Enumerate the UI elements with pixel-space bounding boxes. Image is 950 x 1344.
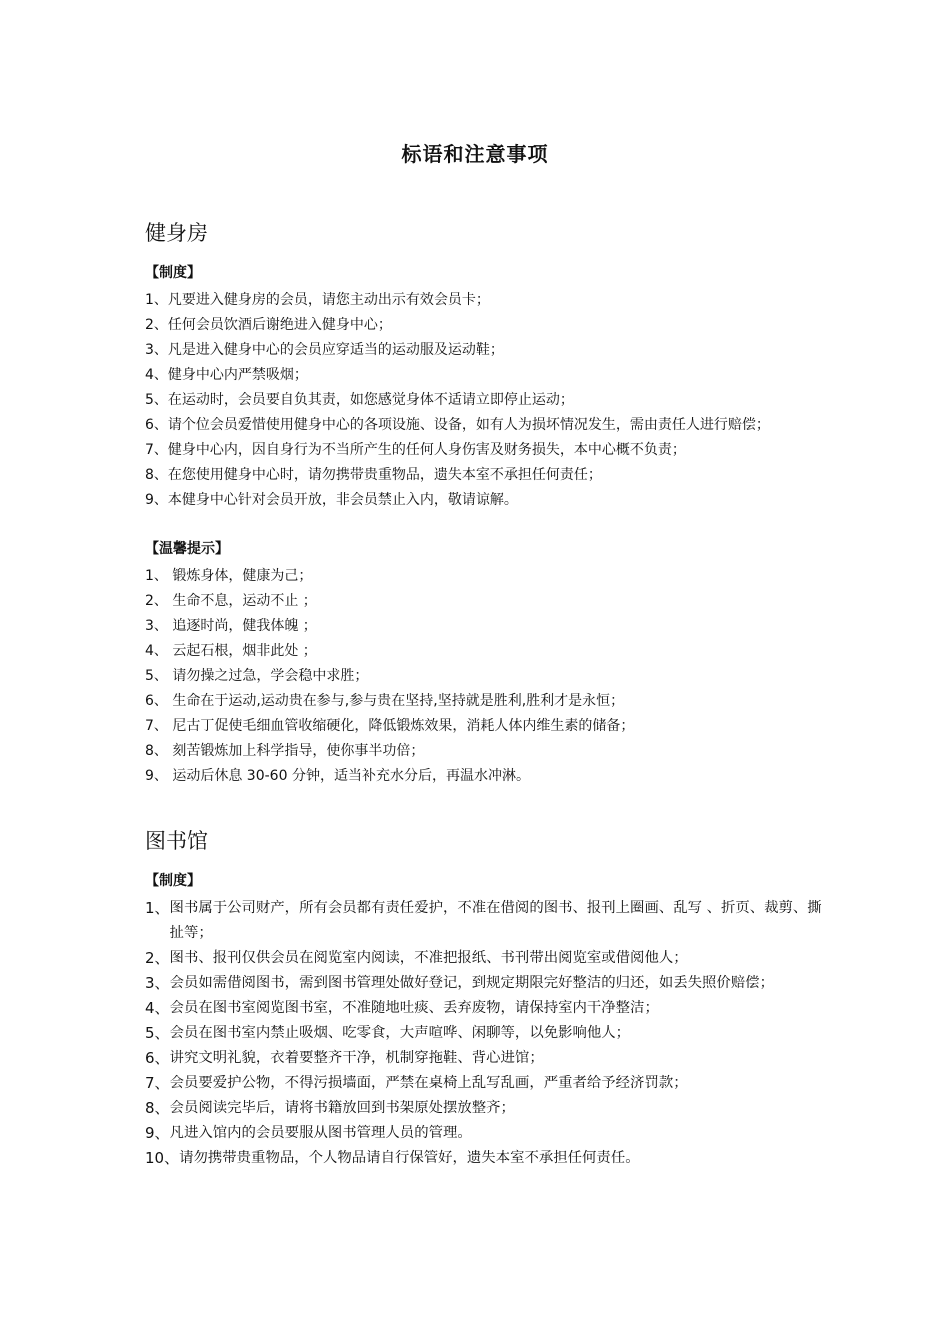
document-content	[145, 138, 825, 1171]
item-text: 会员阅读完毕后，请将书籍放回到书架原处摆放整齐；	[169, 1100, 515, 1116]
item-text: 追逐时尚，健我体魄 ；	[172, 618, 317, 634]
item-number: 6、	[145, 693, 173, 709]
item-text: 刻苦锻炼加上科学指导，使你事半功倍；	[172, 743, 425, 759]
item-number: 2、	[145, 593, 173, 609]
gym-rules-list	[145, 288, 825, 513]
list-item	[145, 1096, 825, 1121]
list-item	[145, 313, 825, 338]
item-text: 凡是进入健身中心的会员应穿适当的运动服及运动鞋；	[167, 342, 504, 358]
item-number: 7、	[145, 718, 173, 734]
item-number: 1、	[145, 899, 170, 917]
item-text: 会员在图书室阅览图书室，不准随地吐痰、丢弃废物，请保持室内干净整洁；	[169, 1000, 659, 1016]
list-item	[145, 463, 825, 488]
item-text: 生命不息，运动不止 ；	[172, 593, 317, 609]
library-heading: 图书馆	[145, 829, 208, 853]
list-item	[145, 639, 825, 664]
spacer	[145, 789, 825, 825]
item-number: 3、	[145, 342, 168, 358]
item-text: 在运动时，会员要自负其责，如您感觉身体不适请立即停止运动；	[167, 392, 574, 408]
item-text: 会员如需借阅图书，需到图书管理处做好登记，到规定期限完好整洁的归还，如丢失照价赔偿；	[169, 975, 774, 991]
item-text: 健身中心内，因自身行为不当所产生的任何人身伤害及财务损失，本中心概不负责；	[167, 442, 686, 458]
item-text: 讲究文明礼貌，衣着要整齐干净，机制穿拖鞋、背心进馆；	[169, 1050, 544, 1066]
item-number: 8、	[145, 743, 173, 759]
item-text: 任何会员饮酒后谢绝进入健身中心；	[167, 317, 392, 333]
item-text: 请勿操之过急，学会稳中求胜；	[172, 668, 369, 684]
item-text: 健身中心内严禁吸烟；	[167, 367, 308, 383]
gym-section	[145, 217, 825, 789]
item-text: 图书、报刊仅供会员在阅览室内阅读，不准把报纸、书刊带出阅览室或借阅他人；	[169, 950, 688, 966]
item-text: 请个位会员爱惜使用健身中心的各项设施、设备，如有人为损坏情况发生，需由责任人进行赔偿；	[167, 417, 770, 433]
gym-tips-list	[145, 564, 825, 789]
item-number: 2、	[145, 317, 168, 333]
list-item	[145, 946, 825, 971]
item-text: 请勿携带贵重物品，个人物品请自行保管好，遗失本室不承担任何责任。	[179, 1150, 640, 1166]
gym-rules-label: 【制度】	[145, 265, 201, 281]
list-item	[145, 896, 825, 946]
item-text: 锻炼身体，健康为己；	[172, 568, 313, 584]
list-item	[145, 438, 825, 463]
item-text: 在您使用健身中心时，请勿携带贵重物品，遗失本室不承担任何责任；	[167, 467, 602, 483]
item-number: 3、	[145, 974, 170, 992]
list-item	[145, 714, 825, 739]
list-item	[145, 689, 825, 714]
list-item	[145, 488, 825, 513]
list-item	[145, 1121, 825, 1146]
list-item	[145, 589, 825, 614]
list-item	[145, 739, 825, 764]
item-text: 生命在于运动,运动贵在参与,参与贵在坚持,坚持就是胜利,胜利才是永恒；	[172, 693, 625, 709]
list-item	[145, 413, 825, 438]
list-item	[145, 764, 825, 789]
library-rules-list	[145, 896, 825, 1171]
spacer	[145, 513, 825, 537]
item-number: 9、	[145, 492, 168, 508]
item-number: 4、	[145, 643, 173, 659]
gym-tips-label: 【温馨提示】	[145, 541, 229, 557]
item-number: 6、	[145, 1049, 170, 1067]
list-item	[145, 564, 825, 589]
item-text: 云起石根，烟非此处 ；	[172, 643, 317, 659]
library-rules-label: 【制度】	[145, 873, 201, 889]
item-text: 本健身中心针对会员开放，非会员禁止入内，敬请谅解。	[167, 492, 518, 508]
item-number: 2、	[145, 949, 170, 967]
item-text: 凡要进入健身房的会员，请您主动出示有效会员卡；	[167, 292, 490, 308]
item-number: 6、	[145, 417, 168, 433]
item-text: 会员要爱护公物，不得污损墙面，严禁在桌椅上乱写乱画，严重者给予经济罚款；	[169, 1075, 688, 1091]
list-item	[145, 288, 825, 313]
list-item	[145, 664, 825, 689]
list-item	[145, 338, 825, 363]
item-number: 9、	[145, 768, 173, 784]
list-item	[145, 1071, 825, 1096]
list-item	[145, 363, 825, 388]
list-item	[145, 996, 825, 1021]
list-item	[145, 614, 825, 639]
library-section	[145, 825, 825, 1171]
item-number: 9、	[145, 1124, 170, 1142]
item-number: 5、	[145, 668, 173, 684]
list-item	[145, 1146, 825, 1171]
item-number: 8、	[145, 1099, 170, 1117]
item-number: 1、	[145, 568, 173, 584]
item-number: 7、	[145, 1074, 170, 1092]
item-text: 会员在图书室内禁止吸烟、吃零食，大声喧哗、闲聊等，以免影响他人；	[169, 1025, 631, 1041]
list-item	[145, 388, 825, 413]
list-item	[145, 1046, 825, 1071]
item-text: 图书属于公司财产，所有会员都有责任爱护，不准在借阅的图书、报刊上圈画、乱写 、折页、裁剪、撕扯等；	[169, 900, 822, 941]
item-number: 3、	[145, 618, 173, 634]
list-item	[145, 1021, 825, 1046]
document-title: 标语和注意事项	[401, 142, 549, 166]
item-number: 4、	[145, 367, 168, 383]
item-text: 凡进入馆内的会员要服从图书管理人员的管理。	[169, 1125, 472, 1141]
item-number: 5、	[145, 1024, 170, 1042]
item-number: 8、	[145, 467, 168, 483]
item-text: 尼古丁促使毛细血管收缩硬化，降低锻炼效果，消耗人体内维生素的储备；	[172, 718, 635, 734]
item-number: 7、	[145, 442, 168, 458]
item-number: 5、	[145, 392, 168, 408]
item-number: 10、	[145, 1149, 180, 1167]
list-item	[145, 971, 825, 996]
item-number: 4、	[145, 999, 170, 1017]
gym-heading: 健身房	[145, 221, 208, 245]
item-number: 1、	[145, 292, 168, 308]
item-text: 运动后休息 30-60 分钟，适当补充水分后，再温水冲淋。	[172, 768, 530, 784]
